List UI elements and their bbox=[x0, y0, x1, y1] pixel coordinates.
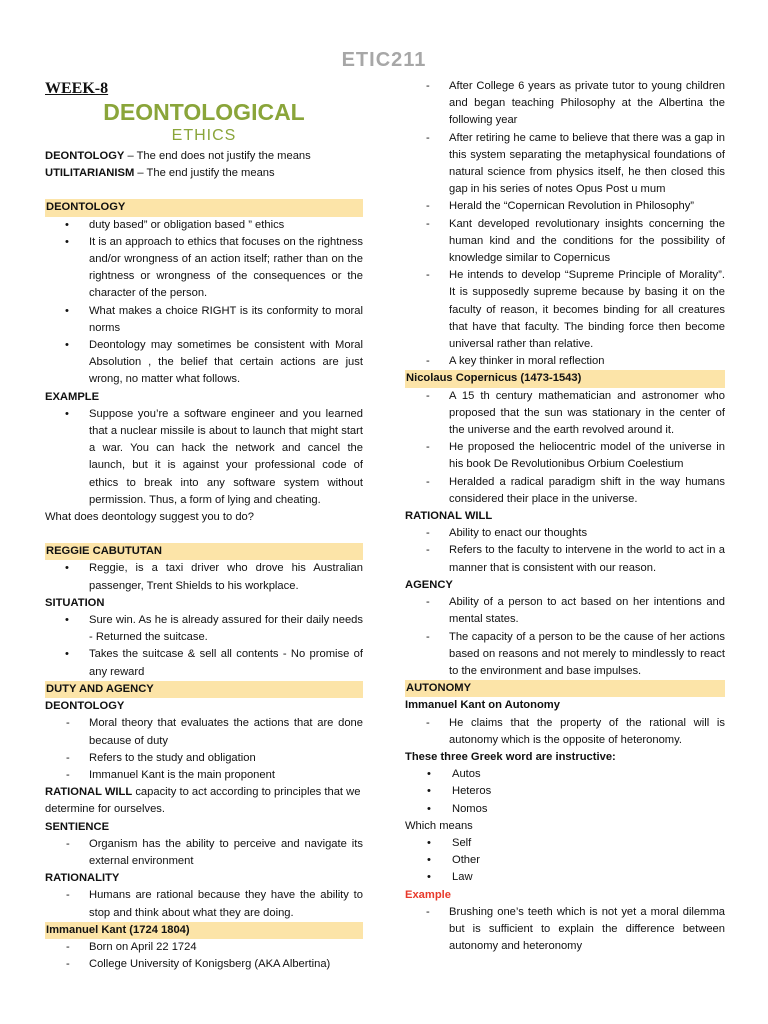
copernicus-list bbox=[405, 388, 725, 508]
list-item: - Ability of a person to act based on her intentions and mental states. bbox=[426, 596, 725, 626]
duty-list bbox=[45, 715, 363, 784]
list-item: - Ability to enact our thoughts bbox=[426, 527, 588, 540]
list-item: • Reggie, is a taxi driver who drove his Australian passenger, Trent Shields to his workplace. bbox=[65, 562, 363, 592]
list-item: - College University of Konigsberg (AKA Albertina) bbox=[66, 958, 331, 971]
list-item: • Law bbox=[427, 871, 473, 884]
autonomy-list bbox=[405, 715, 725, 749]
right-column bbox=[405, 78, 725, 955]
example-question: What does deontology suggest you to do? bbox=[45, 511, 254, 524]
greek-list bbox=[405, 766, 725, 818]
section-heading-deontology: DEONTOLOGY bbox=[45, 199, 363, 216]
list-item: - He intends to develop “Supreme Principle of Morality”. It is supposedly supreme because by basing it on the faculty of reason, it becomes binding for all creatures that have that faculty. The binding force then become universal rather than relative. bbox=[426, 269, 725, 351]
list-item: • What makes a choice RIGHT is its conformity to moral norms bbox=[65, 304, 363, 334]
week-label: WEEK-8 bbox=[45, 80, 109, 97]
reggie-list bbox=[45, 560, 363, 594]
rational-will-heading: RATIONAL WILL bbox=[405, 510, 493, 523]
rationality-list bbox=[45, 887, 363, 921]
list-item: - Humans are rational because they have the ability to stop and think about what they are doing. bbox=[66, 889, 363, 919]
deontology-list bbox=[45, 217, 363, 389]
list-item: - Moral theory that evaluates the actions that are done because of duty bbox=[66, 717, 363, 747]
duty-subheading: DEONTOLOGY bbox=[45, 700, 125, 713]
list-item: - Refers to the faculty to intervene in the world to act in a manner that is consistent with our reason. bbox=[426, 544, 725, 574]
sentience-heading: SENTIENCE bbox=[45, 820, 110, 833]
section-heading-copernicus: Nicolaus Copernicus (1473-1543) bbox=[405, 370, 725, 387]
rational-will-definition: RATIONAL WILL capacity to act according to principles that we determine for ourselves. bbox=[45, 786, 361, 816]
list-item: - The capacity of a person to be the cause of her actions based on reasons and not merely to mindlessly to react to the environment and base impulses. bbox=[426, 630, 725, 677]
rational-will-list bbox=[405, 525, 725, 577]
list-item: - Heralded a radical paradigm shift in the way humans considered their place in the universe. bbox=[426, 475, 725, 505]
section-heading-autonomy: AUTONOMY bbox=[405, 680, 725, 697]
list-item: • Heteros bbox=[427, 785, 492, 798]
left-column bbox=[45, 78, 363, 973]
greek-heading: These three Greek word are instructive: bbox=[405, 750, 616, 763]
agency-list bbox=[405, 594, 725, 680]
means-list bbox=[405, 835, 725, 887]
means-label: Which means bbox=[405, 819, 473, 832]
list-item: - He claims that the property of the rational will is autonomy which is the opposite of heteronomy. bbox=[426, 716, 725, 746]
list-item: - Refers to the study and obligation bbox=[66, 751, 256, 764]
list-item: - A 15 th century mathematician and astronomer who proposed that the sun was stationary in the center of the universe and the earth revolved around it. bbox=[426, 389, 725, 437]
kant-list-continued bbox=[405, 78, 725, 370]
list-item: • Suppose you’re a software engineer and you learned that a nuclear missile is about to launch that might start a war. You can hack the network and cancel the launch, but it is against your professional code of ethics to break into any software system without permission. Thus, a form of lying and cheating. bbox=[65, 407, 363, 506]
list-item: - Kant developed revolutionary insights concerning the human kind and the conditions for the possibility of knowledge similar to Copernicus bbox=[426, 217, 725, 265]
list-item: - Born on April 22 1724 bbox=[66, 940, 197, 953]
list-item: - After retiring he came to believe that there was a gap in this system separating the metaphysical foundations of natural science from physics itself, he then closed this gap in his series of notes Opus Post u mum bbox=[426, 131, 725, 196]
list-item: • Sure win. As he is already assured for their daily needs - Returned the suitcase. bbox=[65, 614, 363, 644]
list-item: - Immanuel Kant is the main proponent bbox=[66, 768, 275, 781]
list-item: • It is an approach to ethics that focuses on the rightness and/or wrongness of an action itself; rather than on the rightness or wrongness of the consequences or the character of the person. bbox=[65, 235, 363, 300]
list-item: - Brushing one’s teeth which is not yet a moral dilemma but is sufficient to explain the difference between autonomy and heteronomy bbox=[426, 905, 725, 953]
agency-heading: AGENCY bbox=[405, 578, 453, 591]
autonomy-subheading: Immanuel Kant on Autonomy bbox=[405, 699, 560, 712]
list-item: - Organism has the ability to perceive and navigate its external environment bbox=[66, 837, 363, 867]
list-item: • duty based” or obligation based ” ethics bbox=[65, 218, 285, 231]
page-subtitle: ETHICS bbox=[171, 127, 237, 144]
example-list bbox=[45, 406, 363, 509]
example-label: Example bbox=[405, 888, 452, 901]
course-code: ETIC211 bbox=[341, 49, 427, 71]
section-heading-reggie: REGGIE CABUTUTAN bbox=[45, 543, 363, 560]
situation-heading: SITUATION bbox=[45, 596, 105, 609]
list-item: - Herald the “Copernican Revolution in Philosophy” bbox=[426, 200, 695, 213]
page-title: DEONTOLOGICAL bbox=[103, 99, 305, 125]
list-item: • Autos bbox=[427, 768, 481, 781]
list-item: - After College 6 years as private tutor to young children and began teaching Philosophy at the Albertina the following year bbox=[426, 80, 725, 127]
kant-list bbox=[45, 939, 363, 973]
list-item: - He proposed the heliocentric model of the universe in his book De Revolutionibus Orbium Coelestium bbox=[426, 441, 725, 471]
list-item: - A key thinker in moral reflection bbox=[426, 355, 605, 368]
sentience-list bbox=[45, 836, 363, 870]
list-item: • Self bbox=[427, 836, 472, 849]
definition-deontology: DEONTOLOGY – The end does not justify the means bbox=[45, 150, 311, 162]
list-item: • Nomos bbox=[427, 802, 488, 815]
definition-utilitarianism: UTILITARIANISM – The end justify the means bbox=[45, 167, 275, 180]
list-item: • Takes the suitcase & sell all contents - No promise of any reward bbox=[65, 648, 363, 678]
example-heading: EXAMPLE bbox=[45, 390, 100, 403]
list-item: • Deontology may sometimes be consistent with Moral Absolution , the belief that certain actions are just wrong, no matter what follows. bbox=[65, 339, 363, 386]
rationality-heading: RATIONALITY bbox=[45, 872, 120, 885]
section-heading-duty-agency: DUTY AND AGENCY bbox=[45, 681, 363, 698]
situation-list bbox=[45, 612, 363, 681]
section-heading-kant: Immanuel Kant (1724 1804) bbox=[45, 922, 363, 939]
autonomy-example-list bbox=[405, 904, 725, 956]
list-item: • Other bbox=[427, 854, 480, 867]
